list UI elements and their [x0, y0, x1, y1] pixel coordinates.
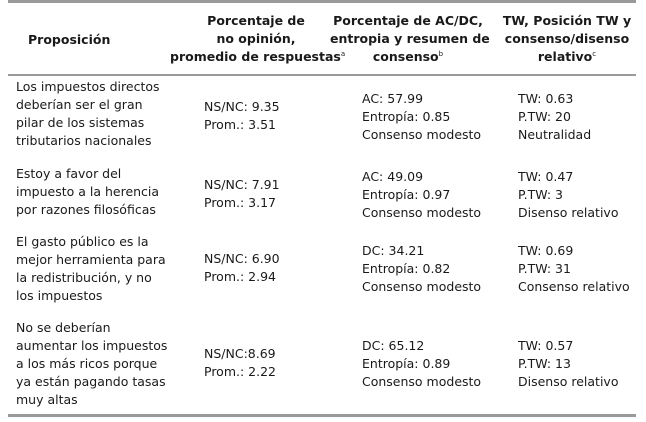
proposition-cell: Los impuestos directos deberían ser el gran pilar de los sistemas tributarios nacionales [16, 79, 160, 148]
tw-cell: TW: 0.63 P.TW: 20 Neutralidad [518, 91, 592, 142]
consensus-cell: AC: 57.99 Entropía: 0.85 Consenso modesto [362, 91, 482, 142]
header-tw: TW, Posición TW y consenso/disenso relativo$^c$ [502, 13, 632, 64]
consensus-cell: DC: 34.21 Entropía: 0.82 Consenso modesto [362, 243, 482, 294]
consensus-cell: AC: 49.09 Entropía: 0.97 Consenso modesto [362, 169, 482, 220]
table-bottom-rule [8, 414, 636, 417]
header-proposicion: Proposición [28, 32, 111, 47]
tw-cell: TW: 0.57 P.TW: 13 Disenso relativo [518, 338, 619, 389]
header-bottom-rule [8, 74, 636, 76]
tw-cell: TW: 0.47 P.TW: 3 Disenso relativo [518, 169, 619, 220]
opinion-cell: NS/NC: 6.90 Prom.: 2.94 [204, 251, 280, 284]
opinion-cell: NS/NC: 9.35 Prom.: 3.51 [204, 99, 280, 132]
header-no-opinion: Porcentaje de no opinión, promedio de respuestas$^a$ [170, 13, 346, 64]
opinion-cell: NS/NC: 7.91 Prom.: 3.17 [204, 177, 280, 210]
table-top-rule [8, 0, 636, 3]
tw-cell: TW: 0.69 P.TW: 31 Consenso relativo [518, 243, 630, 294]
proposition-cell: El gasto público es la mejor herramienta para la redistribución, y no los impuestos [16, 234, 166, 303]
consensus-cell: DC: 65.12 Entropía: 0.89 Consenso modesto [362, 338, 482, 389]
proposition-cell: No se deberían aumentar los impuestos a los más ricos porque ya están pagando tasas muy altas [16, 320, 168, 407]
header-consenso: Porcentaje de AC/DC, entropia y resumen de consenso$^b$ [330, 13, 490, 64]
proposition-cell: Estoy a favor del impuesto a la herencia por razones filosóficas [16, 166, 160, 217]
opinion-cell: NS/NC:8.69 Prom.: 2.22 [204, 346, 276, 379]
